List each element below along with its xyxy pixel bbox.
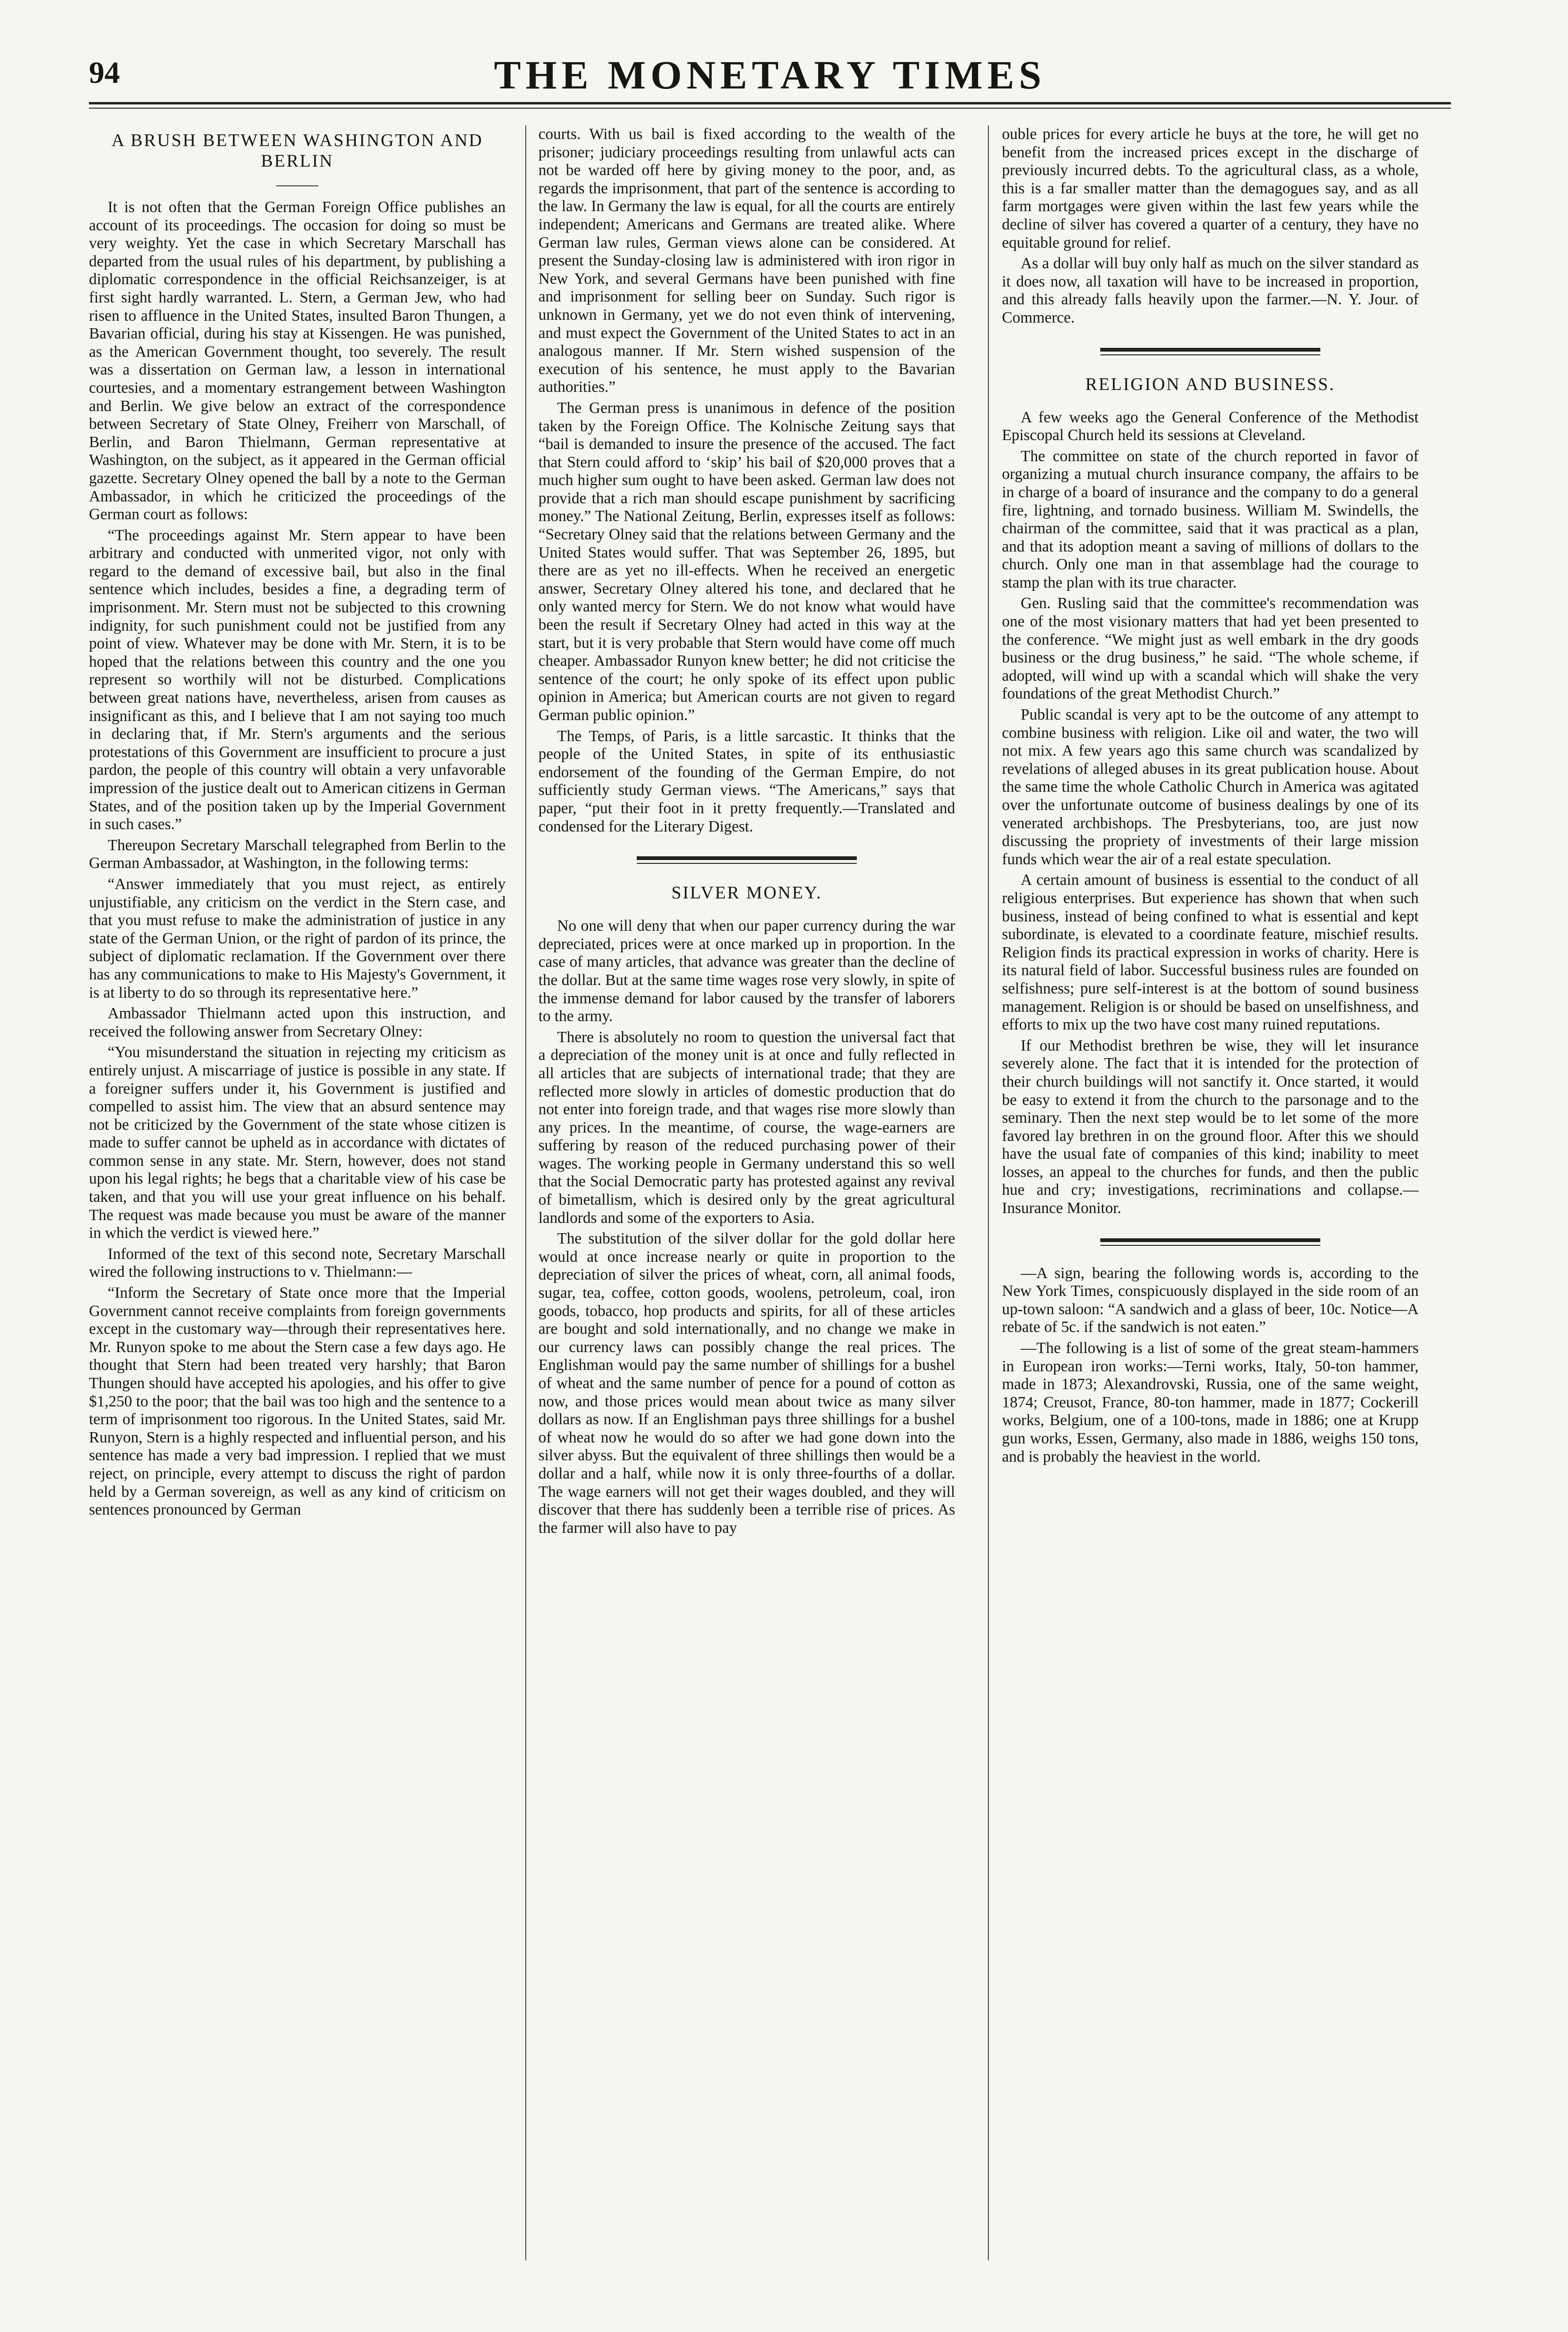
- section-divider: [637, 856, 857, 864]
- article-paragraph: Informed of the text of this second note, Secretary Marschall wired the following instructions to v. Thielmann:—: [89, 1245, 506, 1281]
- article-paragraph: The German press is unanimous in defence of the position taken by the Foreign Office. The Kolnische Zeitung says that “bail is demanded to insure the presence of the accused. The fact that Stern could afford to ‘skip’ his bail of $20,000 proves that a much higher sum ought to have been asked. German law does not provide that a rich man should escape punishment by sacrificing money.” The National Zeitung, Berlin, expresses itself as follows: “Secretary Olney said that the relations between Germany and the United States would suffer. That was September 26, 1895, but there are as yet no ill-effects. When he received an energetic answer, Secretary Olney altered his tone, and declared that he only wanted mercy for Stern. We do not know what would have been the result if Secretary Olney had acted in this way at the start, but it is very probable that Stern would have come off much cheaper. Ambassador Runyon knew better; he did not criticise the sentence of the court; he only spoke of its effect upon public opinion in America; but American courts are not given to regard German public opinion.”: [538, 399, 955, 724]
- heading-rule: [276, 185, 318, 186]
- journal-title: THE MONETARY TIMES: [494, 52, 1046, 97]
- article-paragraph: courts. With us bail is fixed according to the wealth of the prisoner; judiciary proceedings resulting from unlawful acts can not be warded off here by giving money to the poor, and, as regards the imprisonment, that part of the sentence is according to the law. In Germany the law is equal, for all the courts are entirely independent; Americans and Germans are treated alike. Where German law rules, German views alone can be considered. At present the Sunday-closing law is administered with iron rigor in New York, and several Germans have been punished with fine and imprisonment for selling beer on Sunday. Such rigor is unknown in Germany, yet we do not even think of intervening, and must expect the Government of the United States to act in an analogous manner. If Mr. Stern wished suspension of the execution of his sentence, he must apply to the Bavarian authorities.”: [538, 125, 955, 396]
- article-paragraph: “You misunderstand the situation in rejecting my criticism as entirely unjust. A miscarriage of justice is possible in any state. If a foreigner suffers under it, his Government is justified and compelled to assist him. The view that an absurd sentence may not be criticized by the Government of the state whose citizen is made to suffer cannot be upheld as in accordance with dictates of common sense in any state. Mr. Stern, however, does not stand upon his legal rights; he begs that a charitable view of his case be taken, and that you will use your great influence on his behalf. The request was made because you must be aware of the manner in which the verdict is viewed here.”: [89, 1044, 506, 1242]
- article-paragraph: “Inform the Secretary of State once more that the Imperial Government cannot receive complaints from foreign governments except in the customary way—through their representatives here. Mr. Runyon spoke to me about the Stern case a few days ago. He thought that Stern had been treated very harshly; that Baron Thungen should have accepted his apologies, and his offer to give $1,250 to the poor; that the bail was too high and the sentence to a term of imprisonment too rigorous. In the United States, said Mr. Runyon, Stern is a highly respected and influential person, and his sentence has made a very bad impression. I replied that we must reject, on principle, every attempt to discuss the right of pardon held by a German sovereign, as well as any kind of criticism on sentences pronounced by German: [89, 1284, 506, 1519]
- article-paragraph: Public scandal is very apt to be the outcome of any attempt to combine business with religion. Like oil and water, the two will not mix. A few years ago this same church was scandalized by revelations of alleged abuses in its great publication house. About the same time the whole Catholic Church in America was agitated over the unfortunate outcome of business dealings by one of its venerated archbishops. The Presbyterians, too, are just now discussing the propriety of investments of their large mission funds which wear the air of a real estate speculation.: [1002, 706, 1419, 868]
- article-paragraph: A certain amount of business is essential to the conduct of all religious enterprises. But experience has shown that when such business, instead of being confined to what is essential and kept subordinate, is elevated to a coordinate feature, mischief results. Religion finds its practical expression in works of charity. Here is its natural field of labor. Successful business rules are founded on selfishness; pure self-interest is at the bottom of sound business management. Religion is or should be based on unselfishness, and efforts to mix up the two have cost many ruined reputations.: [1002, 871, 1419, 1034]
- article-paragraph: The Temps, of Paris, is a little sarcastic. It thinks that the people of the United States, in spite of its enthusiastic endorsement of the founding of the German Empire, do not sufficiently study German views. “The Americans,” says that paper, “put their foot in it pretty frequently.—Translated and condensed for the Literary Digest.: [538, 727, 955, 835]
- article-paragraph: There is absolutely no room to question the universal fact that a depreciation of the money unit is at once and fully reflected in all articles that are subjects of international trade; that they are reflected more slowly in articles of domestic production that do not enter into foreign trade, and that wages rise more slowly than any prices. In the meantime, of course, the wage-earners are suffering by reason of the reduced purchasing power of their wages. The working people in Germany understand this so well that the Social Democratic party has protested against any revival of bimetallism, which is desired only by the great agricultural landlords and some of the exporters to Asia.: [538, 1028, 955, 1227]
- news-note: —The following is a list of some of the great steam-hammers in European iron works:—Terni works, Italy, 50-ton hammer, made in 1873; Alexandrovski, Russia, one of the same weight, 1874; Creusot, France, 80-ton hammer, made in 1877; Cockerill works, Belgium, one of a 100-tons, made in 1886; one at Krupp gun works, Essen, Germany, also made in 1886, weighs 150 tons, and is probably the heaviest in the world.: [1002, 1339, 1419, 1465]
- masthead: [89, 51, 1451, 103]
- article-paragraph: Gen. Rusling said that the committee's recommendation was one of the most visionary matters that had yet been presented to the conference. “We might just as well embark in the dry goods business or the drug business,” he said. “The whole scheme, if adopted, will wind up with a scandal which will shake the very foundations of the great Methodist Church.”: [1002, 595, 1419, 703]
- article-paragraph: It is not often that the German Foreign Office publishes an account of its proceedings. The occasion for doing so must be very weighty. Yet the case in which Secretary Marschall has departed from the usual rules of his department, by publishing a diplomatic correspondence in the official Reichsanzeiger, is at first sight hardly warranted. L. Stern, a German Jew, who had risen to affluence in the United States, insulted Baron Thungen, a Bavarian official, during his stay at Kissengen. He was punished, as the American Government thought, too severely. The result was a dissertation on German law, a lesson in international courtesies, and a momentary estrangement between Washington and Berlin. We give below an extract of the correspondence between Secretary of State Olney, Freiherr von Marschall, of Berlin, and Baron Thielmann, German representative at Washington, on the subject, as it appeared in the German official gazette. Secretary Olney opened the ball by a note to the German Ambassador, in which he criticized the proceedings of the German court as follows:: [89, 199, 506, 523]
- article-paragraph: “The proceedings against Mr. Stern appear to have been arbitrary and conducted with unmerited vigor, not only with regard to the demand of excessive bail, but also in the final sentence which includes, besides a fine, a degrading term of imprisonment. Mr. Stern must not be subjected to this crowning indignity, for such punishment could not be justified from any point of view. Whatever may be done with Mr. Stern, it is to be hoped that the relations between this country and the one you represent so worthily will not be disturbed. Complications between great nations have, nevertheless, arisen from causes as insignificant as this, and I believe that I am not saying too much in declaring that, if Mr. Stern's arguments and the serious protestations of this Government are insufficient to procure a just pardon, the people of this country will obtain a very unfavorable impression of the justice dealt out to American citizens in German States, and of the position taken up by the Imperial Government in such cases.”: [89, 526, 506, 833]
- column-3: [1002, 125, 1419, 2232]
- column-1: [89, 125, 506, 2232]
- article-paragraph: Thereupon Secretary Marschall telegraphed from Berlin to the German Ambassador, at Washington, in the following terms:: [89, 836, 506, 872]
- article-paragraph: The committee on state of the church reported in favor of organizing a mutual church insurance company, the affairs to be in charge of a board of insurance and the company to do a general fire, lightning, and tornado business. William M. Swindells, the chairman of the committee, said that it was practical as a plan, and that its adoption meant a saving of millions of dollars to the church. Only one man in that assemblage had the courage to stamp the plan with its true character.: [1002, 447, 1419, 591]
- article-paragraph: Ambassador Thielmann acted upon this instruction, and received the following answer from Secretary Olney:: [89, 1005, 506, 1040]
- article-paragraph: As a dollar will buy only half as much on the silver standard as it does now, all taxation will have to be increased in proportion, and this already falls heavily upon the farmer.—N. Y. Jour. of Commerce.: [1002, 255, 1419, 326]
- section-divider: [1100, 1238, 1320, 1246]
- article-paragraph: ouble prices for every article he buys at the tore, he will get no benefit from the increased prices except in the discharge of previously incurred debts. To the agricultural class, as a whole, this is a far smaller matter than the demagogues say, and as all farm mortgages were given within the last few years while the decline of silver has covered a quarter of a century, they have no equitable ground for relief.: [1002, 125, 1419, 251]
- article-paragraph: “Answer immediately that you must reject, as entirely unjustifiable, any criticism on the verdict in the Stern case, and that you must refuse to make the administration of justice in any state of the German Union, or the right of pardon of its prince, the subject of diplomatic reclamation. If the Government over there has any communications to make to His Majesty's Government, it is at liberty to do so through its representative here.”: [89, 875, 506, 1001]
- masthead-rule-thin: [89, 108, 1451, 109]
- masthead-rule: [89, 102, 1451, 104]
- section-divider: [1100, 348, 1320, 355]
- article-paragraph: No one will deny that when our paper currency during the war depreciated, prices were at once marked up in proportion. In the case of many articles, that advance was greater than the decline of the dollar. But at the same time wages rose very slowly, in spite of the immense demand for labor caused by the transfer of laborers to the army.: [538, 917, 955, 1025]
- column-2: [538, 125, 955, 2232]
- column-divider: [988, 125, 989, 2260]
- article-paragraph: The substitution of the silver dollar for the gold dollar here would at once increase nearly or quite in proportion to the depreciation of silver the prices of wheat, corn, all animal foods, sugar, tea, coffee, cotton goods, woolens, petroleum, coal, iron goods, tobacco, hop products and spirits, for all of these articles are bought and sold internationally, and no change we make in our currency laws can possibly change the real prices. The Englishman would pay the same number of shillings for a bushel of wheat and the same number of pence for a pound of cotton as now, and those prices would mean about twice as many silver dollars as now. If an Englishman pays three shillings for a bushel of wheat now he would do so after we had gone down into the silver abyss. But the equivalent of three shillings then would be a dollar and a half, while now it is only three-fourths of a dollar. The wage earners will not get their wages doubled, and they will discover that there has suddenly been a terrible rise of prices. As the farmer will also have to pay: [538, 1230, 955, 1537]
- article-paragraph: If our Methodist brethren be wise, they will let insurance severely alone. The fact that it is intended for the protection of their church buildings will not sanctify it. Once started, it would be easy to extend it from the church to the parsonage and to the seminary. Then the next step would be to let some of the more favored lay brethren in on the ground floor. After this we should have the usual fate of companies of this kind; inability to meet losses, an appeal to the churches for funds, and then the public hue and cry; investigations, recriminations and collapse.—Insurance Monitor.: [1002, 1037, 1419, 1217]
- article-paragraph: A few weeks ago the General Conference of the Methodist Episcopal Church held its sessions at Cleveland.: [1002, 408, 1419, 444]
- news-note: —A sign, bearing the following words is, according to the New York Times, conspicuously displayed in the side room of an up-town saloon: “A sandwich and a glass of beer, 10c. Notice—A rebate of 5c. if the sandwich is not eaten.”: [1002, 1264, 1419, 1336]
- column-divider: [525, 125, 526, 2260]
- article-heading: SILVER MONEY.: [671, 883, 822, 903]
- page-number: 94: [89, 56, 120, 90]
- article-heading: A BRUSH BETWEEN WASHINGTON AND BERLIN: [111, 131, 483, 171]
- article-heading: RELIGION AND BUSINESS.: [1085, 374, 1335, 394]
